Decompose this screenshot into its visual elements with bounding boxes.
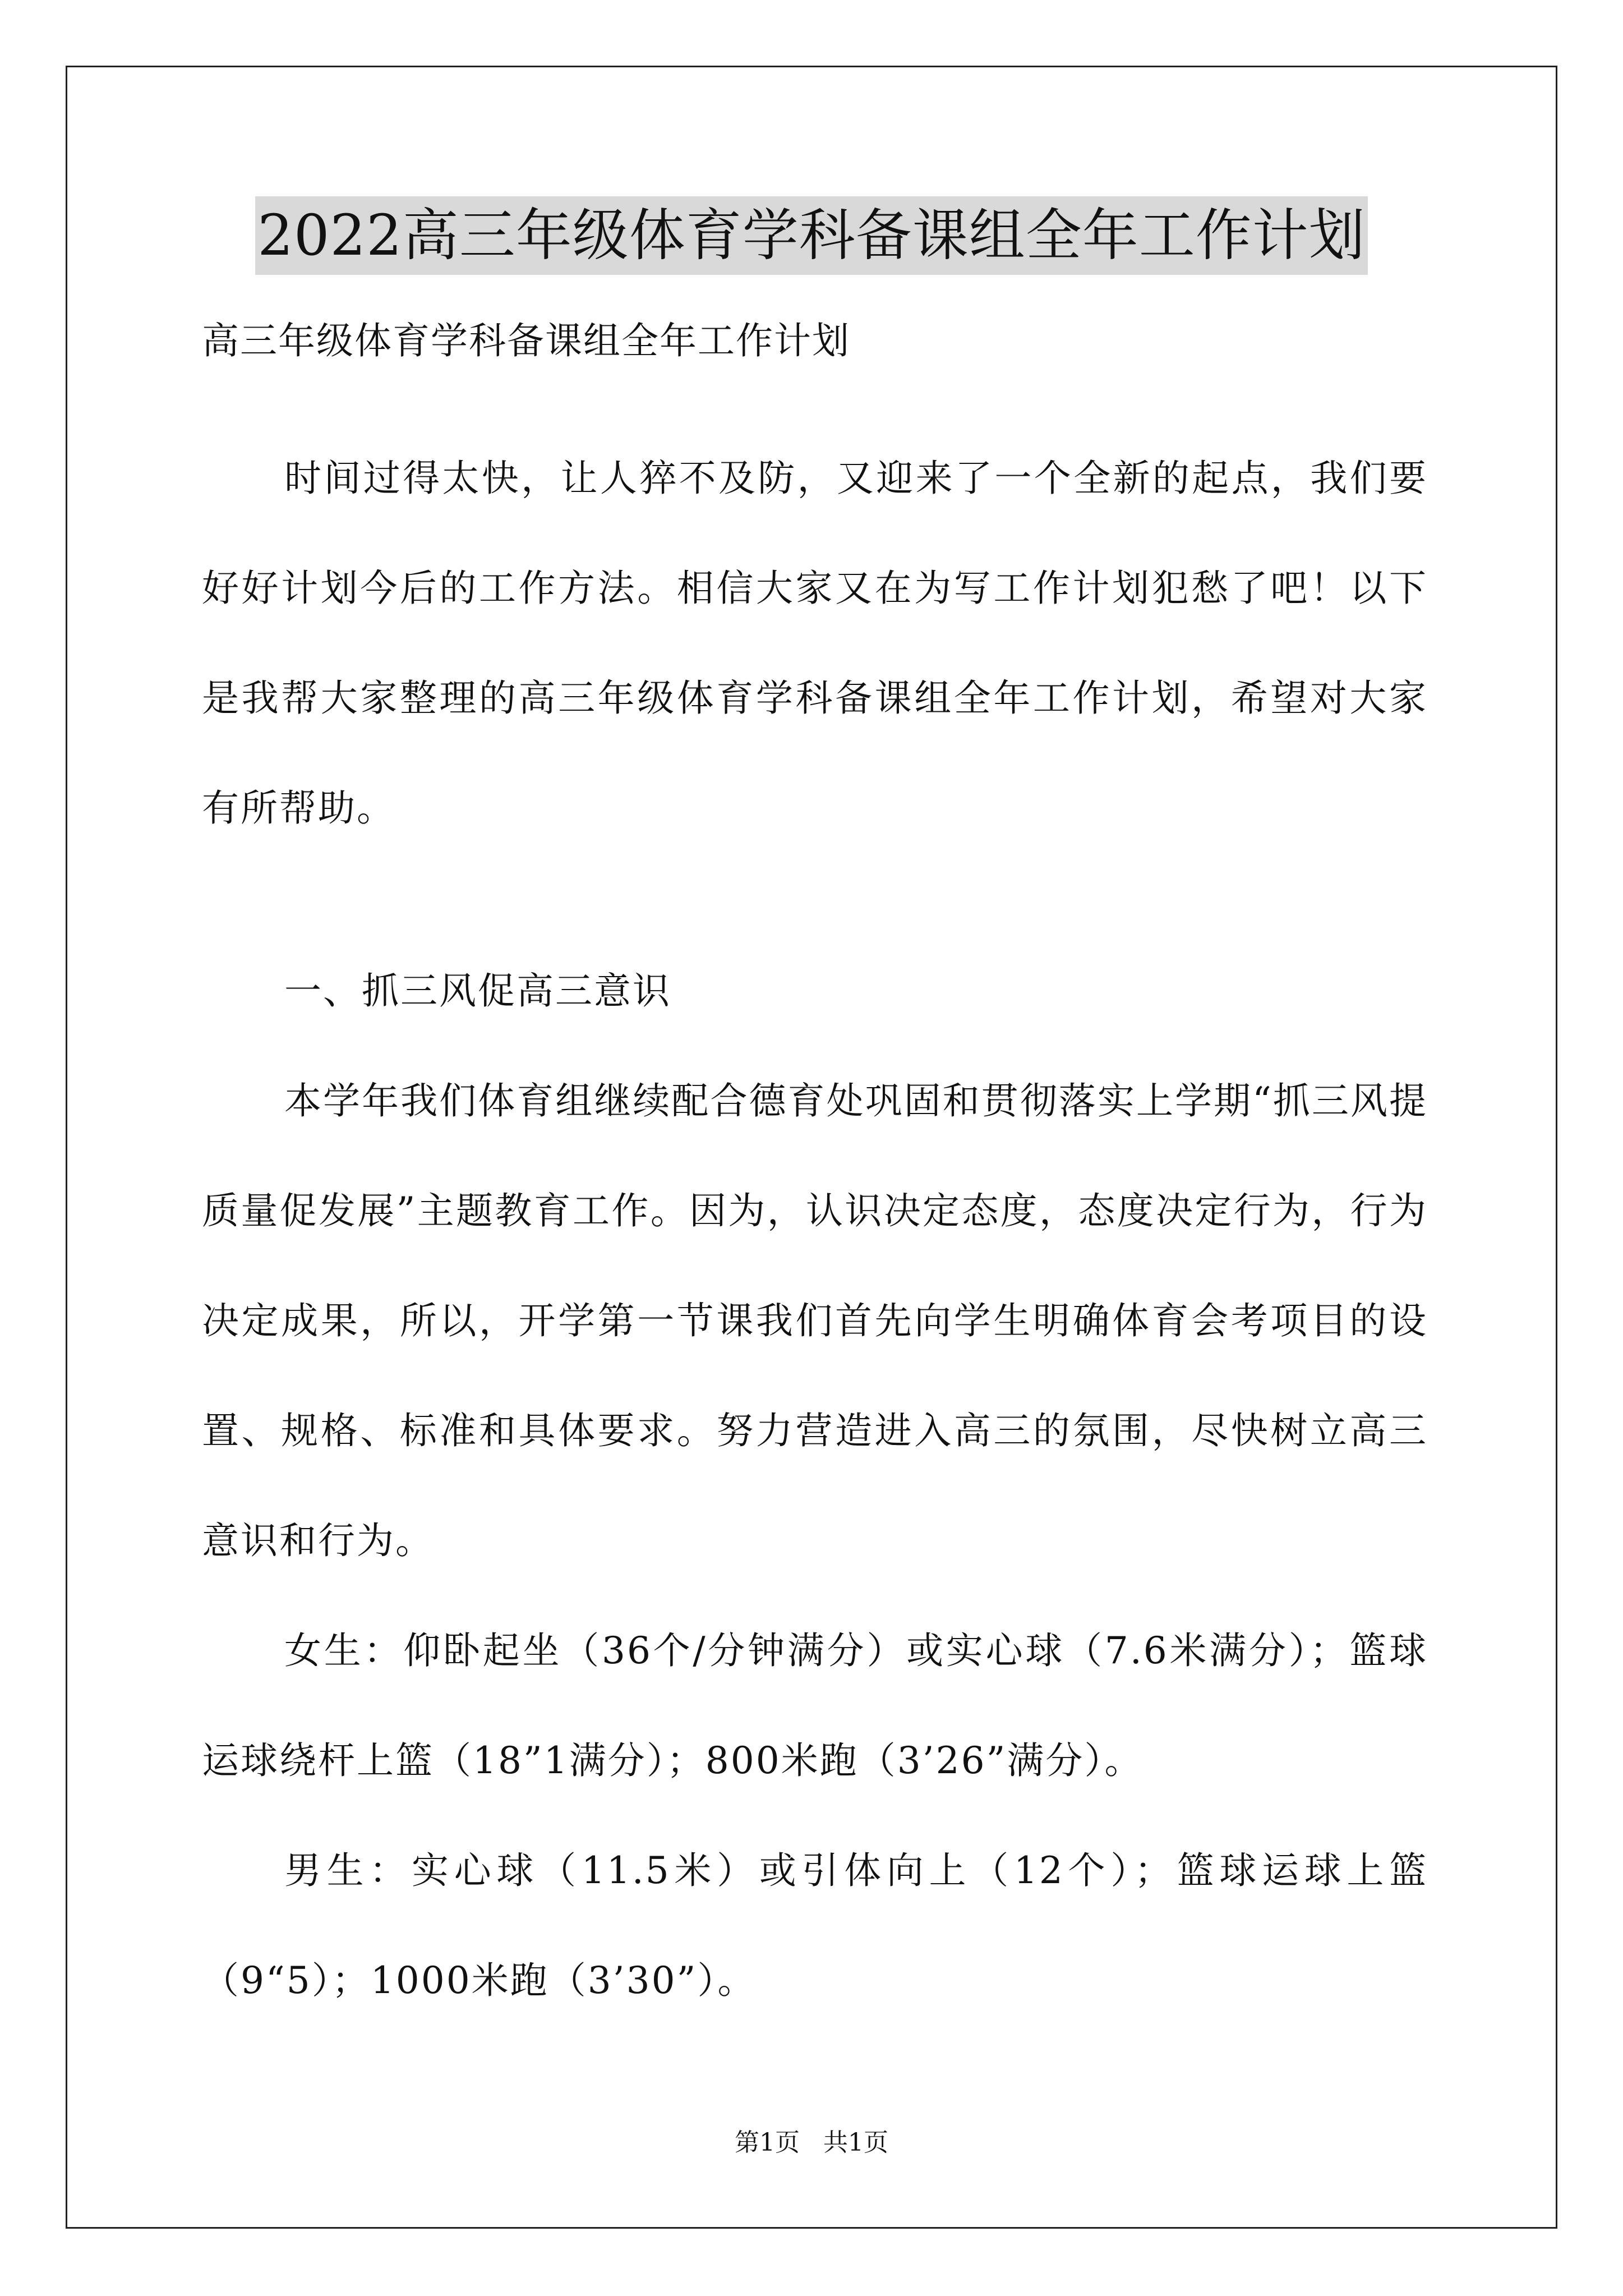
body-paragraph: 本学年我们体育组继续配合德育处巩固和贯彻落实上学期“抓三风提质量促发展”主题教育工作。因为，认识决定态度，态度决定行为，行为决定成果，所以，开学第一节课我们首先向学生明确体育会考项目的设置、规格、标准和具体要求。努力营造进入高三的氛围，尽快树立高三意识和行为。 bbox=[202, 1079, 1428, 1562]
female-standards-paragraph: 女生：仰卧起坐（36个/分钟满分）或实心球（7.6米满分）；篮球运球绕杆上篮（18”1满分）；800米跑（3’26”满分）。 bbox=[202, 1629, 1428, 1782]
section-heading: 一、抓三风促高三意识 bbox=[284, 969, 671, 1013]
document-body bbox=[202, 314, 1428, 2036]
document-title: 2022高三年级体育学科备课组全年工作计划 bbox=[255, 196, 1368, 275]
document-subtitle: 高三年级体育学科备课组全年工作计划 bbox=[202, 319, 850, 362]
intro-paragraph: 时间过得太快，让人猝不及防，又迎来了一个全新的起点，我们要好好计划今后的工作方法。相信大家又在为写工作计划犯愁了吧！以下是我帮大家整理的高三年级体育学科备课组全年工作计划，希望对大家有所帮助。 bbox=[202, 457, 1428, 830]
title-container bbox=[0, 196, 1623, 275]
male-standards-paragraph: 男生：实心球（11.5米）或引体向上（12个）；篮球运球上篮（9“5）；1000米跑（3’30”）。 bbox=[202, 1849, 1428, 2002]
page-number-footer: 第1页 共1页 bbox=[735, 2128, 888, 2157]
